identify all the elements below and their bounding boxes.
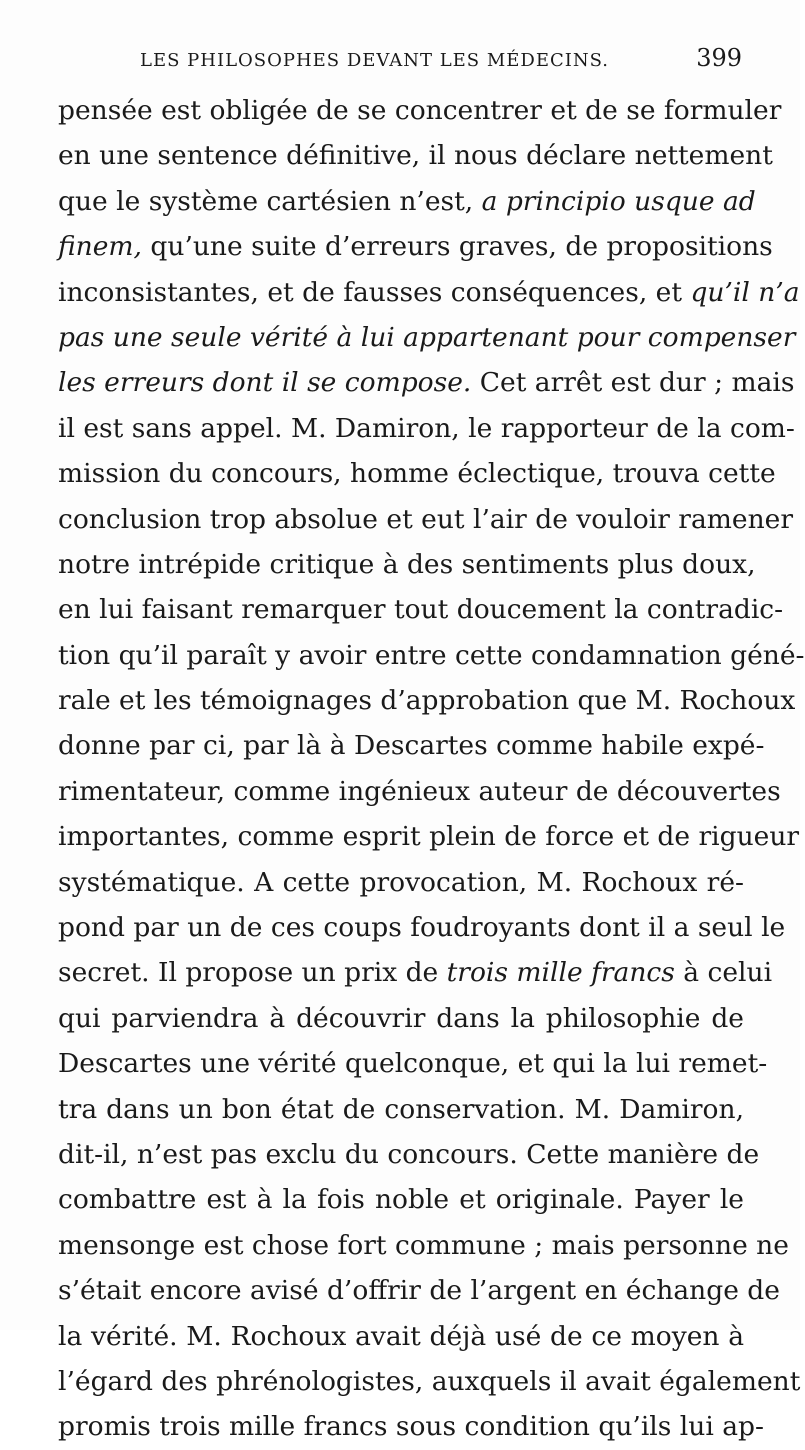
text-line [58, 133, 773, 178]
text-segment: systématique. A cette provocation, M. Rochoux ré- [58, 866, 744, 898]
text-line [58, 179, 756, 224]
text-line [58, 723, 765, 768]
text-segment: en une sentence définitive, il nous déclare nettement [58, 140, 773, 172]
text-segment: rimentateur, comme ingénieux auteur de découvertes [58, 775, 781, 807]
text-segment: il est sans appel. M. Damiron, le rapporteur de la com- [58, 412, 795, 444]
text-segment: pensée est obligée de se concentrer et de se formuler [58, 95, 782, 126]
text-segment: conclusion trop absolue et eut l’air de vouloir ramener [58, 503, 793, 535]
text-line [58, 1087, 744, 1132]
text-segment: promis trois mille francs sous condition qu’ils lui ap- [58, 1411, 764, 1443]
body-text [58, 88, 805, 1450]
running-title: LES PHILOSOPHES DEVANT LES MÉDECINS. [140, 50, 610, 71]
text-line [58, 1404, 764, 1449]
text-segment: que le système cartésien n’est, [58, 185, 482, 217]
text-segment: notre intrépide critique à des sentiments plus doux, [58, 548, 756, 580]
text-line [58, 224, 773, 269]
text-segment: la vérité. M. Rochoux avait déjà usé de ce moyen à [58, 1320, 744, 1352]
italic-segment: pas une seule vérité à lui appartenant pour compenser [58, 321, 796, 353]
text-line [58, 587, 784, 632]
text-line [58, 814, 800, 859]
text-segment: donne par ci, par là à Descartes comme habile expé- [58, 730, 765, 762]
text-segment: tra dans un bon état de conservation. M. Damiron, [58, 1093, 744, 1125]
text-segment: rale et les témoignages d’approbation que M. Rochoux [58, 685, 796, 717]
text-line [58, 860, 744, 905]
text-line [58, 905, 786, 950]
text-segment: combattre est à la fois noble et originale. Payer le [58, 1184, 744, 1216]
text-line [58, 542, 756, 587]
text-line [58, 996, 744, 1041]
text-line [58, 1359, 801, 1404]
text-segment: pond par un de ces coups foudroyants dont il a seul le [58, 912, 786, 944]
text-segment: dit-il, n’est pas exclu du concours. Cette manière de [58, 1138, 760, 1170]
italic-segment: les erreurs dont il se compose. [58, 367, 472, 399]
text-line [58, 633, 805, 678]
text-segment: mission du concours, homme éclectique, trouva cette [58, 458, 776, 490]
italic-segment: trois mille francs [446, 957, 675, 989]
text-line [58, 315, 796, 360]
text-line [58, 1223, 789, 1268]
text-segment: qu’une suite d’erreurs graves, de propositions [141, 231, 773, 263]
text-segment: Cet arrêt est dur ; mais [471, 367, 795, 399]
text-line [58, 678, 796, 723]
text-line [58, 1314, 744, 1359]
italic-segment: a principio usque ad [481, 185, 756, 217]
text-segment: à celui [674, 957, 773, 989]
text-line [58, 1177, 744, 1222]
text-segment: importantes, comme esprit plein de force et de rigueur [58, 821, 800, 853]
text-line [58, 1268, 780, 1313]
italic-segment: finem, [58, 231, 142, 263]
text-segment: s’était encore avisé d’offrir de l’argent en échange de [58, 1275, 780, 1307]
text-line [58, 451, 776, 496]
text-segment: tion qu’il paraît y avoir entre cette condamnation géné- [58, 639, 805, 671]
text-line [58, 950, 773, 995]
text-segment: inconsistantes, et de fausses conséquences, et [58, 276, 691, 308]
text-line [58, 497, 793, 542]
text-segment: l’égard des phrénologistes, auxquels il avait également [58, 1365, 801, 1397]
text-line [58, 1041, 768, 1086]
text-line [58, 270, 800, 315]
page-number: 399 [696, 44, 742, 72]
text-segment: mensonge est chose fort commune ; mais personne ne [58, 1229, 789, 1261]
text-segment: qui parviendra à découvrir dans la philosophie de [58, 1002, 744, 1034]
text-segment: en lui faisant remarquer tout doucement la contradic- [58, 594, 784, 626]
text-line [58, 406, 795, 451]
text-line [58, 88, 782, 133]
text-segment: secret. Il propose un prix de [58, 957, 447, 989]
text-segment: Descartes une vérité quelconque, et qui la lui remet- [58, 1048, 768, 1080]
text-line [58, 360, 795, 405]
text-line [58, 1132, 760, 1177]
running-head [60, 44, 742, 80]
text-line [58, 769, 781, 814]
italic-segment: qu’il n’a [690, 276, 800, 308]
